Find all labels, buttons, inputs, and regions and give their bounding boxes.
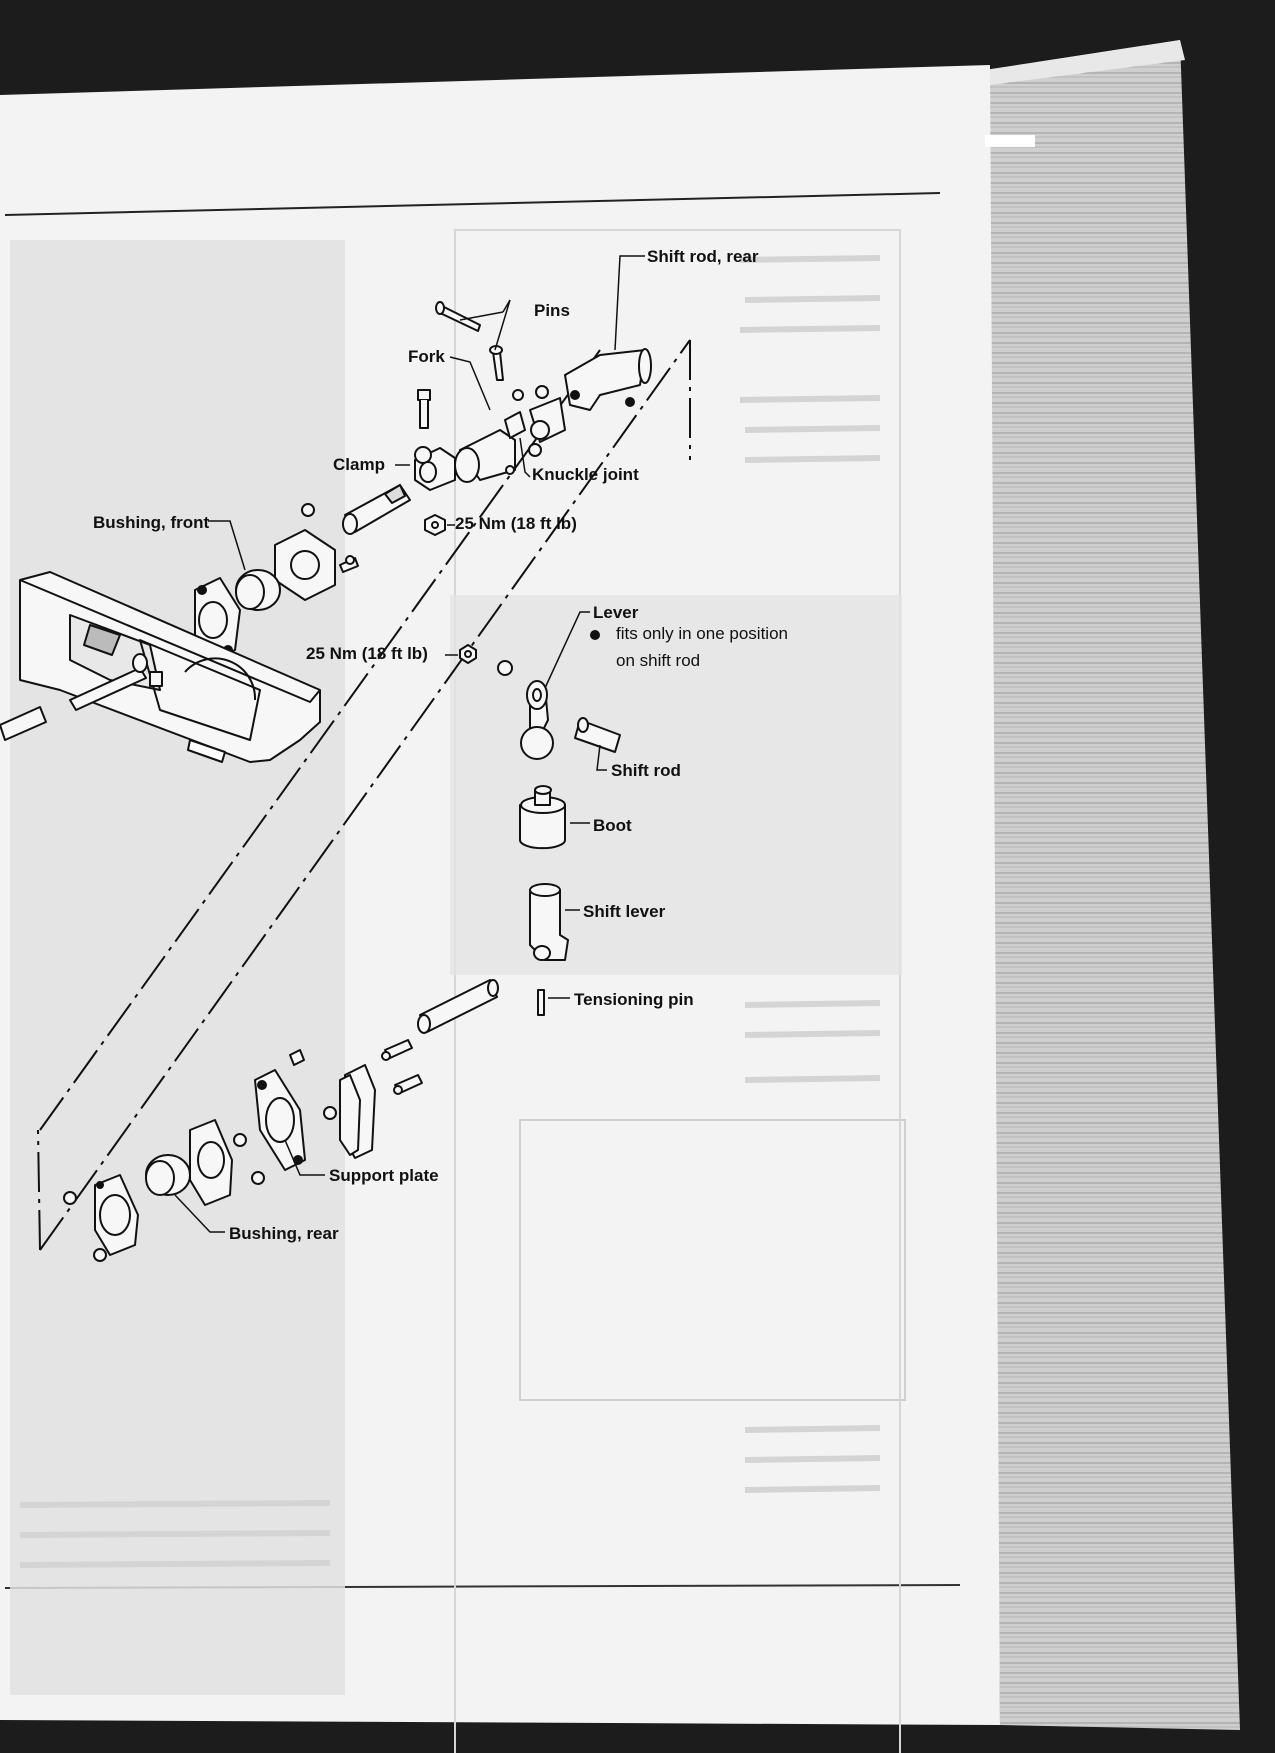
bullet-dot [590,630,600,640]
label-pins: Pins [534,301,570,320]
label-support-plate: Support plate [329,1166,439,1185]
tensioning-pin-part [538,990,544,1015]
support-bracket [340,1065,375,1158]
label-torque-lower: 25 Nm (18 ft lb) [306,644,428,663]
label-shift-lever: Shift lever [583,902,666,921]
faded-photo-left [10,240,345,1695]
label-bushing-rear: Bushing, rear [229,1224,339,1243]
bushing-front-part [236,570,280,610]
nut-upper [425,515,445,535]
label-knuckle-joint: Knuckle joint [532,465,639,484]
scan-speck [985,135,1035,147]
label-shift-rod-rear: Shift rod, rear [647,247,759,266]
label-torque-upper: 25 Nm (18 ft lb) [455,514,577,533]
label-clamp: Clamp [333,455,385,474]
clamp-bolt-part [418,390,430,428]
label-lever-note-2: on shift rod [616,651,701,670]
label-lever-note-1: fits only in one position [616,624,788,643]
label-fork: Fork [408,347,445,366]
bushing-rear-part [146,1155,190,1195]
label-tensioning-pin: Tensioning pin [574,990,694,1009]
label-lever: Lever [593,603,639,622]
label-shift-rod: Shift rod [611,761,681,780]
label-boot: Boot [593,816,632,835]
label-bushing-front: Bushing, front [93,513,210,532]
